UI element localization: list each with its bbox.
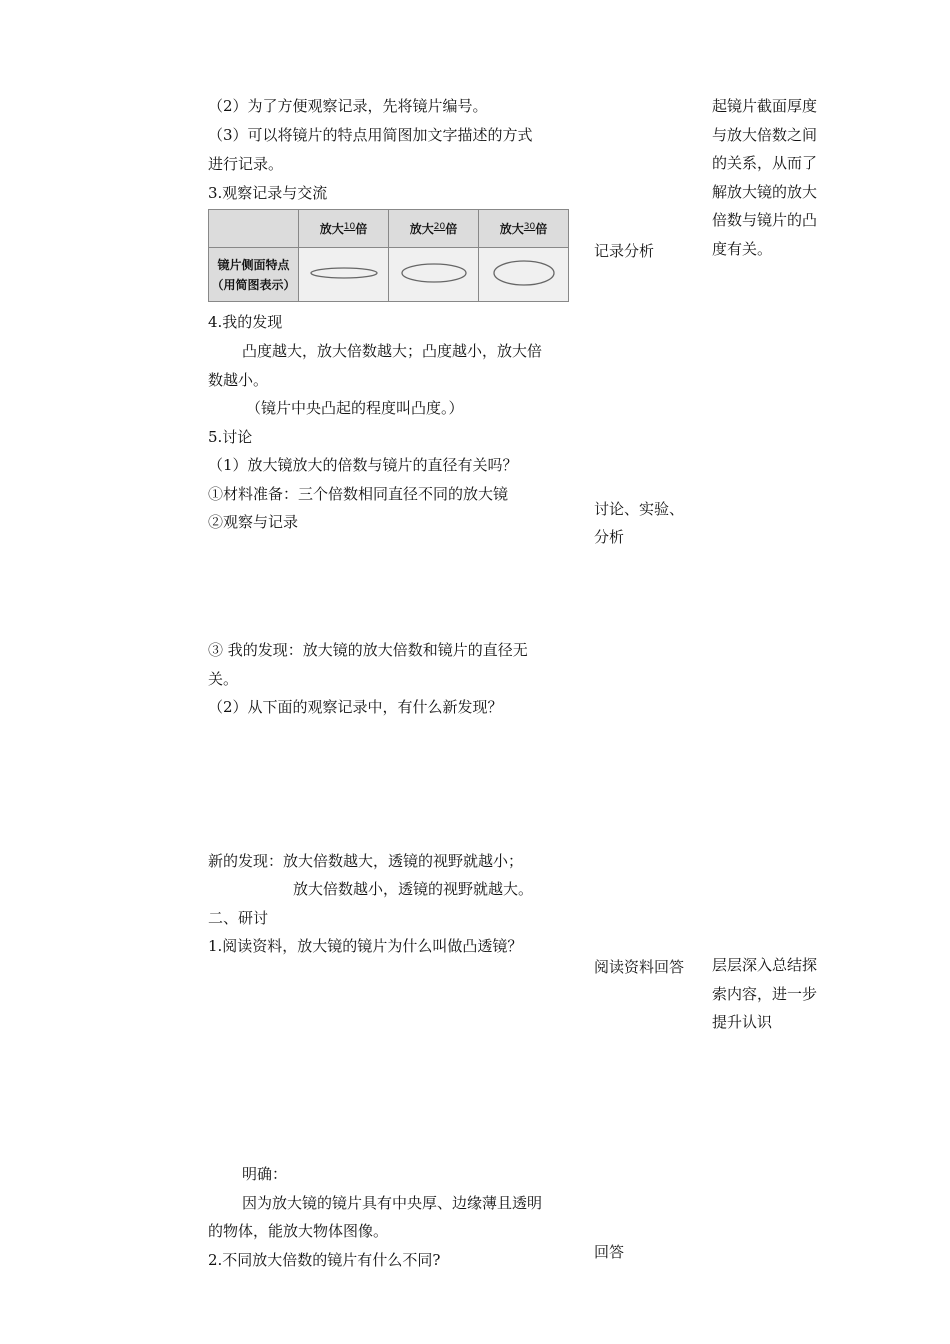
activity-discuss: 讨论、实验、 [594, 500, 685, 518]
activity-discuss-cont: 分析 [594, 528, 625, 546]
research-heading: 二、研讨 [208, 909, 269, 927]
intent-block-1: 起镜片截面厚度 与放大倍数之间 的关系，从而了 解放大镜的放大 倍数与镜片的凸 度有关。 [712, 97, 818, 258]
research-question-2: 2.不同放大倍数的镜片有什么不同? [208, 1251, 441, 1269]
discovery-text-cont: 关。 [208, 670, 239, 688]
table-header-10x: 放大$^{10}$倍 [299, 210, 389, 248]
activity-read-answer: 阅读资料回答 [594, 958, 685, 976]
materials-text: ①材料准备：三个倍数相同直径不同的放大镜 [208, 485, 509, 503]
table-row-label: 镜片侧面特点 （用简图表示） [209, 248, 299, 302]
clarify-text: 因为放大镜的镜片具有中央厚、边缘薄且透明 [242, 1194, 543, 1212]
intent-block-2: 层层深入总结探 索内容，进一步 提升认识 [712, 956, 818, 1032]
new-finding-text-cont: 放大倍数越小，透镜的视野就越大。 [293, 880, 534, 898]
discovery-text: ③ 我的发现：放大镜的放大倍数和镜片的直径无 [208, 641, 528, 659]
table-header-20x: 放大$^{20}$倍 [389, 210, 479, 248]
activity-record-analysis: 记录分析 [594, 242, 655, 260]
research-question-1: 1.阅读资料，放大镜的镜片为什么叫做凸透镜？ [208, 937, 523, 955]
activity-answer: 回答 [594, 1243, 625, 1261]
lens-sketch-10x [299, 248, 389, 302]
lens-sketch-20x [389, 248, 479, 302]
convexity-note: （镜片中央凸起的程度叫凸度。） [246, 399, 464, 417]
clarify-text-cont: 的物体，能放大物体图像。 [208, 1222, 389, 1240]
question-1: （1）放大镜放大的倍数与镜片的直径有关吗？ [208, 456, 518, 474]
question-2: （2）从下面的观察记录中，有什么新发现？ [208, 698, 503, 716]
new-finding-text: 新的发现：放大倍数越大，透镜的视野就越小； [208, 852, 524, 870]
section-5-heading: 5.讨论 [208, 428, 253, 446]
step-2-text: （2）为了方便观察记录，先将镜片编号。 [208, 97, 488, 115]
observe-record-text: ②观察与记录 [208, 513, 299, 531]
finding-text-cont: 数越小。 [208, 371, 269, 389]
finding-text: 凸度越大，放大倍数越大；凸度越小，放大倍 [242, 342, 543, 360]
step-3-text: （3）可以将镜片的特点用简图加文字描述的方式 [208, 126, 533, 144]
step-3-text-cont: 进行记录。 [208, 155, 284, 173]
table-corner-cell [209, 210, 299, 248]
section-3-heading: 3.观察记录与交流 [208, 184, 328, 202]
observation-table [208, 209, 569, 302]
section-4-heading: 4.我的发现 [208, 313, 283, 331]
table-header-30x: 放大$^{30}$倍 [479, 210, 569, 248]
lens-sketch-30x [479, 248, 569, 302]
clarify-label: 明确： [242, 1165, 288, 1183]
